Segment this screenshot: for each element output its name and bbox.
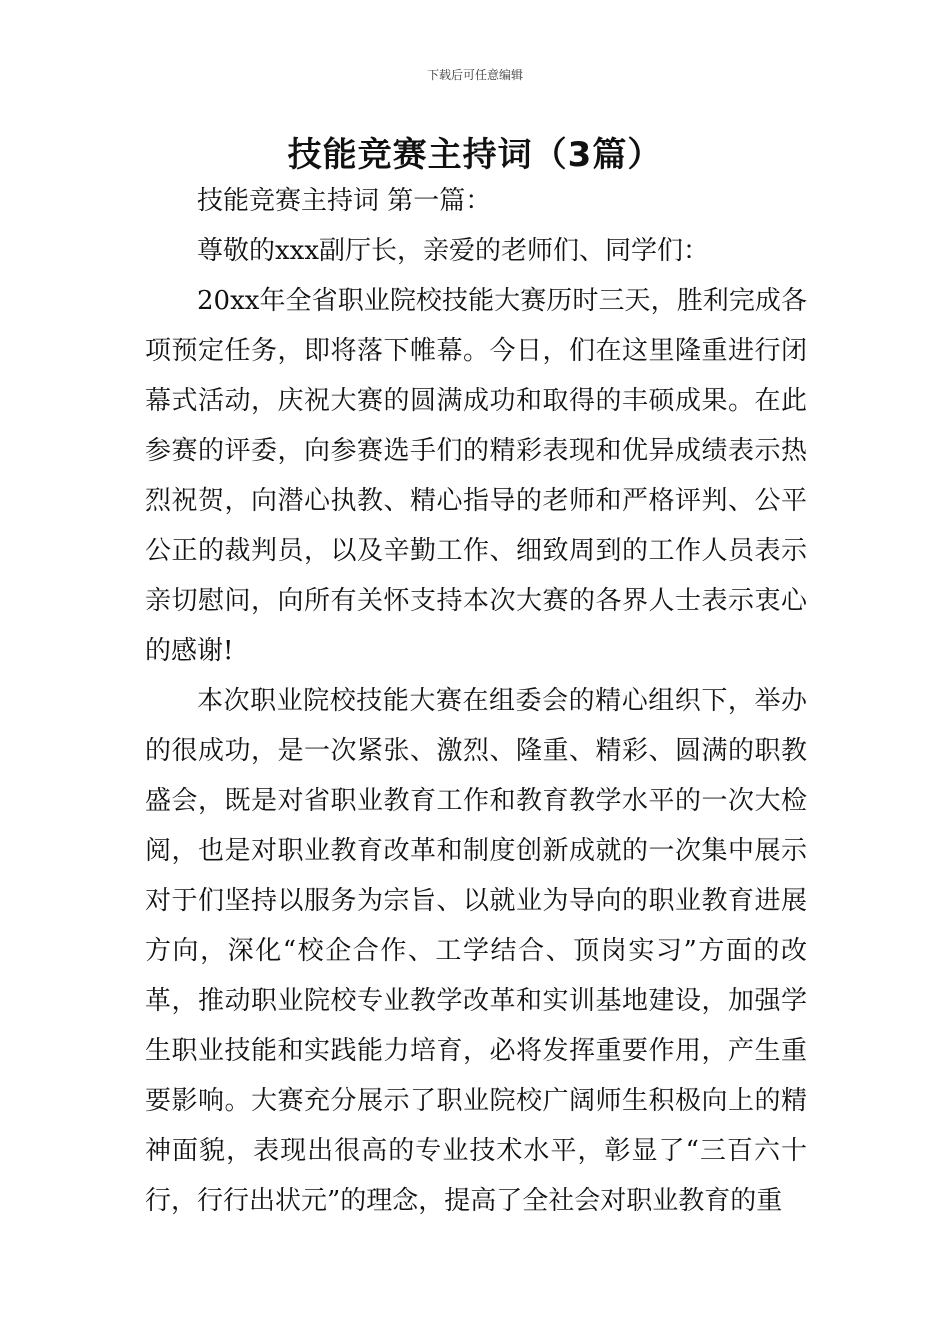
paragraph: 20xx年全省职业院校技能大赛历时三天，胜利完成各项预定任务，即将落下帷幕。今日，们在这里隆重进行闭幕式活动，庆祝大赛的圆满成功和取得的丰硕成果。在此参赛的评委，向参赛选手们的精彩表现和优异成绩表示热烈祝贺，向潜心执教、精心指导的老师和严格评判、公平公正的裁判员，以及辛勤工作、细致周到的工作人员表示亲切慰问，向所有关怀支持本次大赛的各界人士表示衷心的感谢! [145, 286, 807, 666]
salutation: 尊敬的xxx副厅长，亲爱的老师们、同学们： [197, 236, 709, 266]
document-title: 技能竞赛主持词（3篇） [287, 135, 663, 175]
header-note: 下载后可任意编辑 [426, 68, 523, 82]
section-heading: 技能竞赛主持词 第一篇： [197, 186, 492, 216]
paragraph: 本次职业院校技能大赛在组委会的精心组织下，举办的很成功，是一次紧张、激烈、隆重、精彩、圆满的职教盛会，既是对省职业教育工作和教育教学水平的一次大检阅，也是对职业教育改革和制度创新成就的一次集中展示对于们坚持以服务为宗旨、以就业为导向的职业教育进展方向，深化“校企合作、工学结合、顶岗实习”方面的改革，推动职业院校专业教学改革和实训基地建设，加强学生职业技能和实践能力培育，必将发挥重要作用，产生重要影响。大赛充分展示了职业院校广阔师生积极向上的精神面貌，表现出很高的专业技术水平，彰显了“三百六十行，行行出状元”的理念，提高了全社会对职业教育的重 [145, 686, 807, 1216]
document-body [145, 176, 807, 1226]
